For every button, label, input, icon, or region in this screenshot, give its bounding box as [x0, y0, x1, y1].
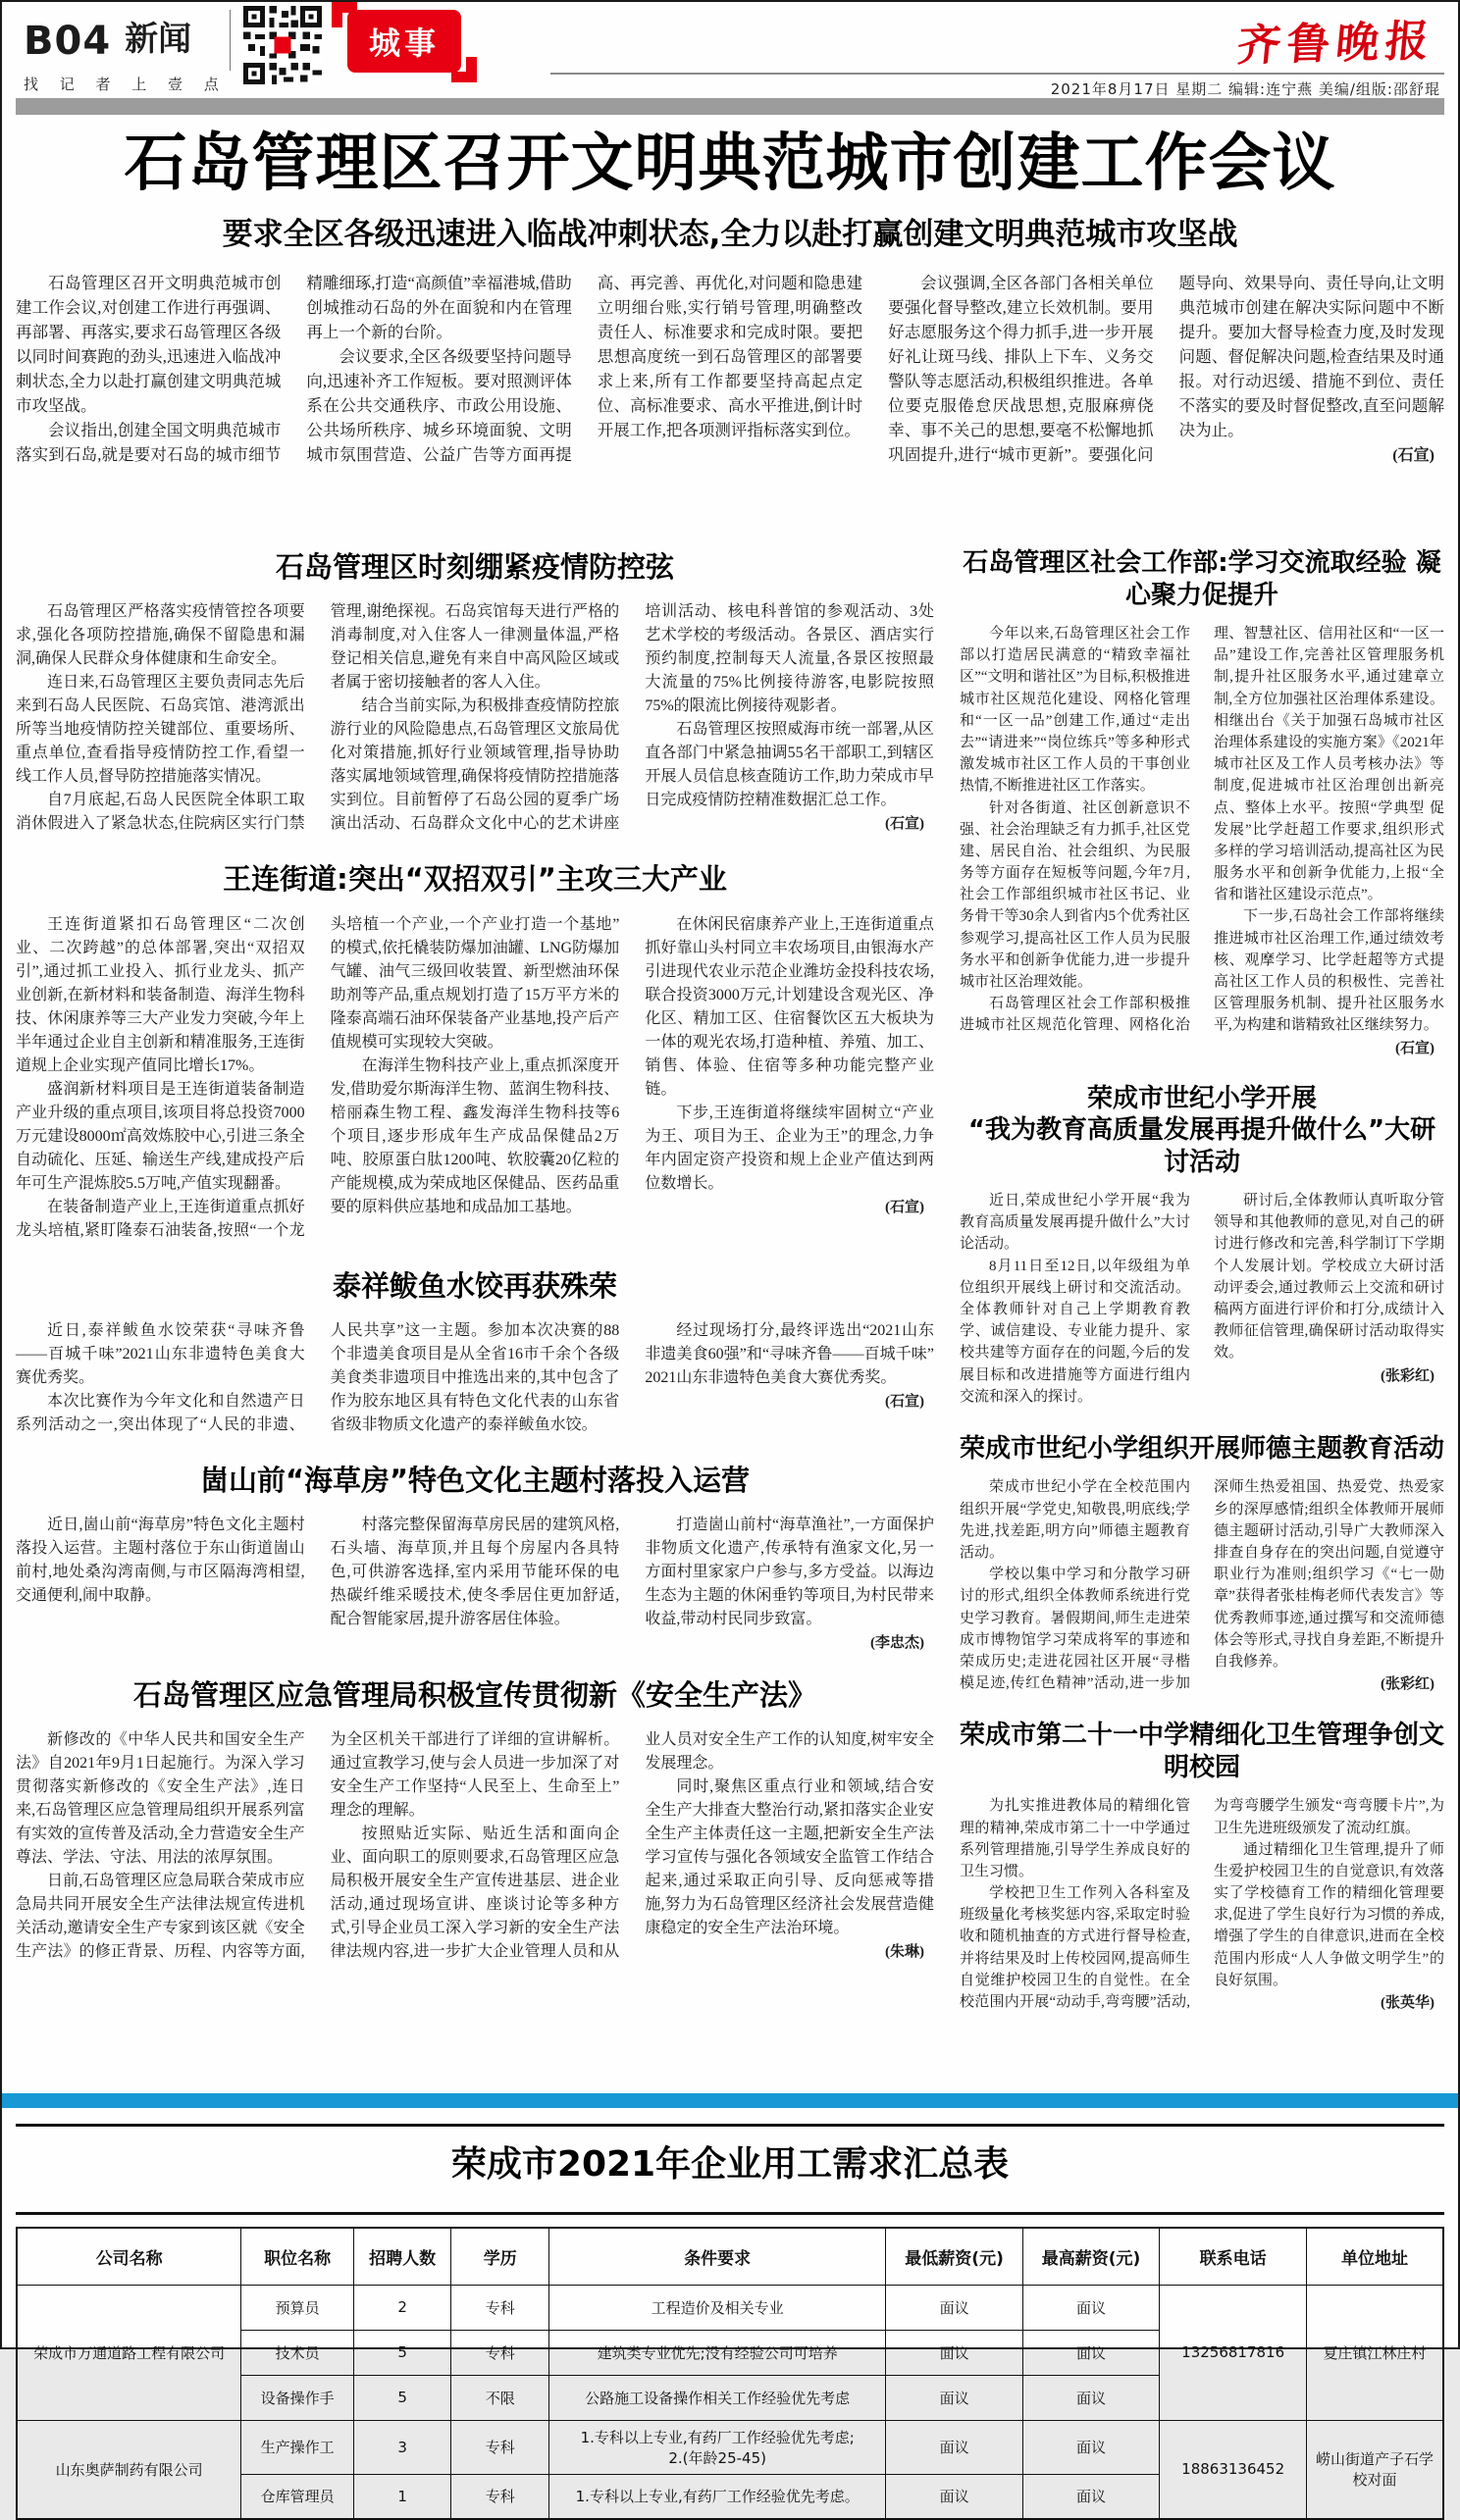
requirements: 建筑类专业优先;没有经验公司可培养	[549, 2330, 886, 2375]
education: 不限	[451, 2375, 549, 2420]
position: 仓库管理员	[241, 2474, 354, 2519]
paragraph: 研讨后,全体教师认真听取分管领导和其他教师的意见,对自己的研讨进行修改和完善,科学制订下学期个人发展计划。学校成立大研讨活动评委会,通过教师云上交流和研讨稿两方面进行评价和打分,成绩计入教师征信管理,确保研讨活动取得实效。	[1214, 1193, 1444, 1362]
paragraph: 学校把卫生工作列入各科室及班级量化考核奖惩内容,采取定时验收和随机抽查的方式进行督导检查,并将结果及时上传校园网,提高师生自觉维护校园卫生的自觉性。在全校范围内开展“动动手,弯弯腰”活动,为弯弯腰学生颁发“弯弯腰卡片”,为卫生先进班级颁发了流动红旗。	[960, 1798, 1444, 2010]
education: 专科	[451, 2285, 549, 2330]
col-header-count: 招聘人数	[353, 2228, 451, 2285]
lead-paragraph: 会议强调,全区各部门各相关单位要强化督导整改,建立长效机制。要用好志愿服务这个得力抓手,进一步开展好礼让斑马线、排队上下车、义务交警队等志愿活动,积极组织推进。各单位要克服倦怠厌战思想,克服麻痹侥幸、事不关己的思想,要毫不松懈地抓巩固提升,进行“城市更新”。要强化问题导向、效果导向、责任导向,让文明典范城市创建在解决实际问题中不断提升。要加大督导检查力度,及时发现问题、督促解决问题,检查结果及时通报。对行动迟缓、措施不到位、责任不落实的要及时督促整改,直至问题解决为止。	[888, 273, 1444, 465]
article-headline: 崮山前“海草房”特色文化主题村落投入运营	[199, 1463, 751, 1497]
corner-bracket-icon	[451, 57, 477, 82]
lead-body	[16, 271, 1444, 468]
article-dumpling-award	[16, 1268, 934, 1437]
article-body	[960, 1476, 1444, 1694]
article-headline: 荣成市世纪小学组织开展师德主题教育活动	[960, 1433, 1445, 1464]
company-address: 夏庄镇江林庄村	[1307, 2285, 1443, 2420]
article-body	[16, 600, 934, 836]
article-byline: (张彩红)	[1381, 1367, 1434, 1384]
min-salary: 面议	[886, 2420, 1022, 2474]
max-salary: 面议	[1022, 2330, 1159, 2375]
paragraph: 在休闲民宿康养产业上,王连街道重点抓好靠山头村同立丰农场项目,由银海水产引进现代农业示范企业潍坊金投科技农场,联合投资3000万元,计划建设含观光区、净化区、精加工区、住宿餐饮区五大板块为一体的观光农场,打造种植、养殖、加工、销售、体验、住宿等多种功能完整产业链。	[645, 915, 934, 1098]
dateline: 2021年8月17日 星期二 编辑:连宁燕 美编/组版:邵舒琨	[1050, 80, 1440, 98]
left-column	[16, 536, 934, 2087]
middle-zone	[16, 536, 1444, 2087]
education: 专科	[451, 2420, 549, 2474]
article-body	[960, 623, 1444, 1057]
paragraph: 结合当前实际,为积极排查疫情防控旅游行业的风险隐患点,石岛管理区文旅局优化对策措施,抓好行业领域管理,指导协助落实属地领域管理,确保将疫情防控措施落实到位。目前暂停了石岛公园的夏季广场演出活动、石岛群众文化中心的艺术讲座培训活动、核电科普馆的参观活动、3处艺术学校的考级活动。各景区、酒店实行预约制度,控制每天人流量,各景区按照最大流量的75%比例接待游客,电影院按照75%的限流比例接待观影者。	[330, 603, 934, 833]
article-epidemic	[16, 549, 934, 836]
article-headline: 荣成市第二十一中学精细化卫生管理争创文明校园	[960, 1721, 1445, 1782]
article-seaweed-house-village	[16, 1463, 934, 1652]
col-header-education: 学历	[451, 2228, 549, 2285]
article-teacher-ethics	[960, 1433, 1444, 1694]
count: 5	[353, 2330, 451, 2375]
min-salary: 面议	[886, 2330, 1022, 2375]
paragraph: 按照贴近实际、贴近生活和面向企业、面向职工的原则要求,石岛管理区应急局积极开展安全生产宣传进基层、进企业活动,通过现场宣讲、座谈讨论等多种方式,引导企业员工深入学习新的安全生产法律法规内容,进一步扩大企业管理人员和从业人员对安全生产工作的认知度,树牢安全发展理念。	[330, 1731, 934, 1961]
channel-badge: 城事	[347, 10, 461, 73]
paragraph: 通过精细化卫生管理,提升了师生爱护校园卫生的自觉意识,有效落实了学校德育工作的精细化管理要求,促进了学生良好行为习惯的养成,增强了学生的自律意识,进而在全校范围内形成“人人争做文明学生”的良好氛围。	[1214, 1841, 1444, 1988]
header-divider	[230, 10, 231, 71]
paragraph: 在海洋生物科技产业上,重点抓深度开发,借助爱尔斯海洋生物、蓝润生物科技、棓丽森生物工程、鑫发海洋生物科技等6个项目,逐步形成年生产成品保健品2万吨、胶原蛋白肽1200吨、软胶囊20亿粒的产能规模,成为荣成地区保健品、医药品重要的原料供应基地和成品加工基地。	[330, 1056, 620, 1215]
article-headline: 王连街道:突出“双招双引”主攻三大产业	[223, 862, 727, 897]
article-byline: (石宣)	[884, 1199, 924, 1215]
lead-paragraph: 会议要求,全区各级要坚持问题导向,迅速补齐工作短板。要对照测评体系在公共交通秩序、市政公用设施、公共场所秩序、城乡环境面貌、文明城市氛围营造、公益广告等方面再提高、再完善、再优化,对问题和隐患建立明细台账,实行销号管理,明确整改责任人、标准要求和完成时限。要把思想高度统一到石岛管理区的部署要求上来,所有工作都要坚持高起点定位、高标准要求、高水平推进,倒计时开展工作,把各项测评指标落实到位。	[306, 273, 863, 465]
headline-line-1: 荣成市世纪小学开展	[1086, 1083, 1317, 1113]
paragraph: 石岛管理区按照威海市统一部署,从区直各部门中紧急抽调55名干部职工,到辖区开展人员信息核查随访工作,助力荣成市早日完成疫情防控精准数据汇总工作。	[645, 721, 934, 809]
article-body	[960, 1795, 1444, 2013]
paragraph: 学校以集中学习和分散学习研讨的形式,组织全体教师系统进行党史学习教育。暑假期间,师生走进荣成市博物馆学习荣成将军的事迹和荣成历史;走进花园社区开展“寻楷模足迹,传红色精神”活动,进一步加深师生热爱祖国、热爱党、热爱家乡的深厚感情;组织全体教师开展师德主题研讨活动,引导广大教师深入排查自身存在的突出问题,自觉遵守职业行为准则;组织学习《“七一勋章”获得者张桂梅老师代表发言》等优秀教师事迹,通过撰写和交流师德体会等形式,寻找自身差距,不断提升自我修养。	[960, 1479, 1444, 1692]
article-school-hygiene	[960, 1720, 1444, 2013]
position: 生产操作工	[241, 2420, 354, 2474]
right-column	[960, 536, 1444, 2087]
article-body	[16, 1514, 934, 1652]
max-salary: 面议	[1022, 2420, 1159, 2474]
article-headline: 石岛管理区时刻绷紧疫情防控弦	[275, 550, 674, 584]
article-body	[16, 913, 934, 1243]
article-wanglian-street	[16, 861, 934, 1242]
table-row	[17, 2285, 1443, 2330]
paragraph: 8月11日至12日,以年级组为单位组织开展线上研讨和交流活动。全体教师针对自己上学期教育教学、诚信建设、专业能力提升、家校共建等方面存在的问题,今后的发展目标和改进措施等方面进行组内交流和深入的探讨。	[960, 1258, 1190, 1405]
col-header-requirements: 条件要求	[549, 2228, 886, 2285]
paragraph: 本次比赛作为今年文化和自然遗产日系列活动之一,突出体现了“人民的非遗、人民共享”这一主题。参加本次决赛的88个非遗美食项目是从全省16市千余个各级美食类非遗项目中推选出来的,其中包含了作为胶东地区具有特色文化代表的山东省省级非物质文化遗产的泰祥鲅鱼水饺。	[16, 1321, 620, 1433]
article-byline: (李忠杰)	[869, 1635, 924, 1651]
max-salary: 面议	[1022, 2375, 1159, 2420]
article-body	[16, 1319, 934, 1437]
requirements: 1.专科以上专业,有药厂工作经验优先考虑; 2.(年龄25-45)	[549, 2420, 886, 2474]
article-headline: 石岛管理区社会工作部:学习交流取经验 凝心聚力促提升	[963, 548, 1441, 610]
article-headline: 石岛管理区应急管理局积极宣传贯彻新《安全生产法》	[132, 1678, 816, 1712]
masthead-logo: 齐鲁晚报	[1234, 16, 1437, 72]
company-name: 山东奥萨制药有限公司	[17, 2420, 241, 2519]
article-byline: (张英华)	[1381, 1995, 1434, 2011]
count: 1	[353, 2474, 451, 2519]
company-address: 崂山街道产子石学校对面	[1307, 2420, 1443, 2519]
max-salary: 面议	[1022, 2285, 1159, 2330]
title-rule-bottom	[16, 2212, 1444, 2215]
table-row	[17, 2420, 1443, 2474]
article-headline: 泰祥鲅鱼水饺再获殊荣	[332, 1268, 617, 1303]
count: 2	[353, 2285, 451, 2330]
article-body	[16, 1728, 934, 1964]
paragraph: 为扎实推进教体局的精细化管理的精神,荣成市第二十一中学通过系列管理措施,引导学生养成良好的卫生习惯。	[960, 1798, 1190, 1879]
lead-paragraph: 会议指出,创建全国文明典范城市落实到石岛,就是要对石岛的城市细节精雕细琢,打造“高颜值”幸福港城,借助创城推动石岛的外在面貌和内在管理再上一个新的台阶。	[16, 273, 572, 465]
article-body	[960, 1190, 1444, 1408]
paragraph: 打造崮山前村“海草渔社”,一方面保护非物质文化遗产,传承特有渔家文化,另一方面村里家家户户参与,多方受益。以海边生态为主题的休闲垂钓等项目,为村民带来收益,带动村民同步致富。	[645, 1517, 934, 1627]
education: 专科	[451, 2474, 549, 2519]
company-name: 荣成市万通道路工程有限公司	[17, 2285, 241, 2420]
contact-phone: 18863136452	[1160, 2420, 1307, 2519]
col-header-address: 单位地址	[1307, 2228, 1443, 2285]
col-header-max-salary: 最高薪资(元)	[1022, 2228, 1159, 2285]
paragraph: 近日,泰祥鲅鱼水饺荣获“寻味齐鲁——百城千味”2021山东非遗特色美食大赛优秀奖。	[16, 1321, 305, 1386]
lead-paragraph: 石岛管理区召开文明典范城市创建工作会议,对创建工作进行再强调、再部署、再落实,要求石岛管理区各级以同时间赛跑的劲头,迅速进入临战冲刺状态,全力以赴打赢创建文明典范城市攻坚战。	[16, 273, 282, 415]
education: 专科	[451, 2330, 549, 2375]
finder-slogan: 找 记 者 上 壹 点	[24, 77, 228, 93]
lead-subheadline: 要求全区各级迅速进入临战冲刺状态,全力以赴打赢创建文明典范城市攻坚战	[222, 216, 1238, 252]
qr-code-icon	[243, 6, 322, 84]
jobs-table-title: 荣成市2021年企业用工需求汇总表	[450, 2144, 1010, 2185]
header-rule	[550, 73, 1444, 75]
col-header-position: 职位名称	[241, 2228, 354, 2285]
min-salary: 面议	[886, 2474, 1022, 2519]
page-header	[16, 2, 1444, 96]
contact-phone: 13256817816	[1160, 2285, 1307, 2420]
headline-grey-bar	[16, 98, 1444, 115]
article-school-seminar	[960, 1083, 1444, 1408]
paragraph: 同时,聚焦区重点行业和领域,结合安全生产大排查大整治行动,紧扣落实企业安全生产主体责任这一主题,把新安全生产法学习宣传与强化各领域安全监管工作结合起来,通过采取正向引导、反向惩戒等措施,努力为石岛管理区经济社会发展营造健康稳定的安全生产法治环境。	[645, 1778, 934, 1937]
channel-badge-wrap	[347, 10, 461, 73]
jobs-section	[16, 2093, 1444, 2520]
count: 5	[353, 2375, 451, 2420]
paragraph: 今年以来,石岛管理区社会工作部以打造居民满意的“精致幸福社区”“文明和谐社区”为目标,积极推进城市社区规范化建设、网格化管理和“一区一品”创建工作,通过“走出去”“请进来”“岗位练兵”等多种形式激发城市社区工作人员的干事创业热情,不断推进社区工作落实。	[960, 626, 1190, 795]
lead-headline: 石岛管理区召开文明典范城市创建工作会议	[124, 128, 1336, 200]
paragraph: 盛润新材料项目是王连街道装备制造产业升级的重点项目,该项目将总投资7000万元建设8000㎡高效炼胶中心,引进三条全自动硫化、压延、输送生产线,建成投产后年可生产混炼胶5.5万吨,产值实现翻番。	[16, 1080, 305, 1192]
count: 3	[353, 2420, 451, 2474]
page-number: B04	[24, 19, 112, 64]
paragraph: 日前,石岛管理区应急局联合荣成市应急局共同开展安全生产法律法规宣传进机关活动,邀请安全生产专家到该区就《安全生产法》的修正背景、历程、内容等方面,为全区机关干部进行了详细的宣讲解析。通过宣教学习,使与会人员进一步加深了对安全生产工作坚持“人民至上、生命至上”理念的理解。	[16, 1731, 620, 1961]
jobs-table	[16, 2227, 1444, 2520]
table-header-row	[17, 2228, 1443, 2285]
paragraph: 连日来,石岛管理区主要负责同志先后来到石岛人民医院、石岛宾馆、港湾派出所等当地疫情防控关键部位、重要场所、重点单位,查看指导疫情防控工作,看望一线工作人员,督导防控措施落实情况。	[16, 674, 305, 786]
position: 预算员	[241, 2285, 354, 2330]
paragraph: 针对各街道、社区创新意识不强、社会治理缺乏有力抓手,社区党建、居民自治、社会组织、为民服务等方面存在短板等问题,今年7月,社会工作部组织城市社区书记、业务骨干等30余人到省内5个优秀社区参观学习,提高社区工作人员为民服务水平和创新争优能力,进一步提升城市社区治理效能。	[960, 799, 1190, 990]
min-salary: 面议	[886, 2375, 1022, 2420]
col-header-phone: 联系电话	[1160, 2228, 1307, 2285]
paragraph: 石岛管理区社会工作部积极推进城市社区规范化管理、网格化治理、智慧社区、信用社区和“一区一品”建设工作,完善社区管理服务机制,提升社区服务水平,通过建章立制,全方位加强社区治理体系建设。相继出台《关于加强石岛城市社区治理体系建设的实施方案》《2021年城市社区及工作人员考核办法》等制度,促进城市社区治理创出新亮点、整体上水平。按照“学典型 促发展”比学赶超工作要求,组织形式多样的学习培训活动,提高社区为民服务水平和创新争优能力,上报“全省和谐社区建设示范点”。	[960, 626, 1444, 1034]
paragraph: 荣成市世纪小学在全校范围内组织开展“学党史,知敬畏,明底线;学先进,找差距,明方向”师德主题教育活动。	[960, 1479, 1190, 1561]
paragraph: 在装备制造产业上,王连街道重点抓好龙头培植,紧盯隆泰石油装备,按照“一个龙头培植一个产业,一个产业打造一个基地”的模式,依托橇装防爆加油罐、LNG防爆加气罐、油气三级回收装置、新型燃油环保助剂等产品,重点规划打造了15万平方米的隆泰高端石油环保装备产业基地,投产后产值规模可实现较大突破。	[16, 915, 620, 1239]
position: 设备操作手	[241, 2375, 354, 2420]
article-byline: (张彩红)	[1381, 1676, 1434, 1693]
paragraph: 石岛管理区严格落实疫情管控各项要求,强化各项防控措施,确保不留隐患和漏洞,确保人民群众身体健康和生命安全。	[16, 603, 305, 668]
article-safety-law	[16, 1677, 934, 1964]
requirements: 公路施工设备操作相关工作经验优先考虑	[549, 2375, 886, 2420]
corner-bracket-icon	[332, 2, 357, 27]
article-headline	[960, 1083, 1444, 1179]
article-byline: (朱琳)	[884, 1944, 924, 1961]
article-social-work-dept	[960, 547, 1444, 1057]
paragraph: 下步,王连街道将继续牢固树立“产业为王、项目为王、企业为王”的理念,力争年内固定资产投资和规上企业产值达到两位数增长。	[645, 1104, 934, 1192]
paragraph: 自7月底起,石岛人民医院全体职工取消休假进入了紧急状态,住院病区实行门禁管理,谢绝探视。石岛宾馆每天进行严格的消毒制度,对入住客人一律测量体温,严格登记相关信息,避免有来自中高风险区域或者属于密切接触者的客人入住。	[16, 603, 620, 833]
position: 技术员	[241, 2330, 354, 2375]
paragraph: 下一步,石岛社会工作部将继续推进城市社区治理工作,通过绩效考核、观摩学习、比学赶超等方式提高社区工作人员的积极性、完善社区管理服务机制、提升社区服务水平,为构建和谐精致社区继续努力。	[1214, 908, 1444, 1034]
section-blue-bar	[2, 2093, 1458, 2108]
col-header-company: 公司名称	[17, 2228, 241, 2285]
article-byline: (石宣)	[884, 1393, 924, 1410]
max-salary: 面议	[1022, 2474, 1159, 2519]
requirements: 1.专科以上专业,有药厂工作经验优先考虑。	[549, 2474, 886, 2519]
lead-byline: (石宣)	[1392, 447, 1434, 465]
paragraph: 村落完整保留海草房民居的建筑风格,石头墙、海草顶,并且每个房屋内各具特色,可供游客选择,室内采用节能环保的电热碳纤维采暖技术,使冬季居住更加舒适,配合智能家居,提升游客居住体验。	[330, 1517, 620, 1627]
requirements: 工程造价及相关专业	[549, 2285, 886, 2330]
article-byline: (石宣)	[884, 816, 924, 833]
paragraph: 经过现场打分,最终评选出“2021山东非遗美食60强”和“寻味齐鲁——百城千味”2021山东非遗特色美食大赛优秀奖。	[645, 1321, 934, 1386]
min-salary: 面议	[886, 2285, 1022, 2330]
lead-article	[16, 98, 1444, 532]
paragraph: 近日,崮山前“海草房”特色文化主题村落投入运营。主题村落位于东山街道崮山前村,地处桑沟湾南侧,与市区隔海湾相望,交通便利,闹中取静。	[16, 1517, 305, 1604]
paragraph: 新修改的《中华人民共和国安全生产法》自2021年9月1日起施行。为深入学习贯彻落实新修改的《安全生产法》,连日来,石岛管理区应急管理局组织开展系列富有实效的宣传普及活动,全力营造安全生产尊法、学法、守法、用法的浓厚氛围。	[16, 1731, 305, 1867]
article-byline: (石宣)	[1395, 1040, 1434, 1056]
headline-line-2: “我为教育高质量发展再提升做什么”大研讨活动	[967, 1115, 1436, 1177]
col-header-min-salary: 最低薪资(元)	[886, 2228, 1022, 2285]
paragraph: 近日,荣成世纪小学开展“我为教育高质量发展再提升做什么”大讨论活动。	[960, 1193, 1190, 1253]
page-number-block	[24, 12, 228, 94]
section-name: 新闻	[125, 20, 192, 59]
paragraph: 王连街道紧扣石岛管理区“二次创业、二次跨越”的总体部署,突出“双招双引”,通过抓工业投入、抓行业龙头、抓产业创新,在新材料和装备制造、海洋生物科技、休闲康养等三大产业发力突破,今年上半年通过企业自主创新和精准服务,王连街道规上企业实现产值同比增长17%。	[16, 915, 305, 1074]
